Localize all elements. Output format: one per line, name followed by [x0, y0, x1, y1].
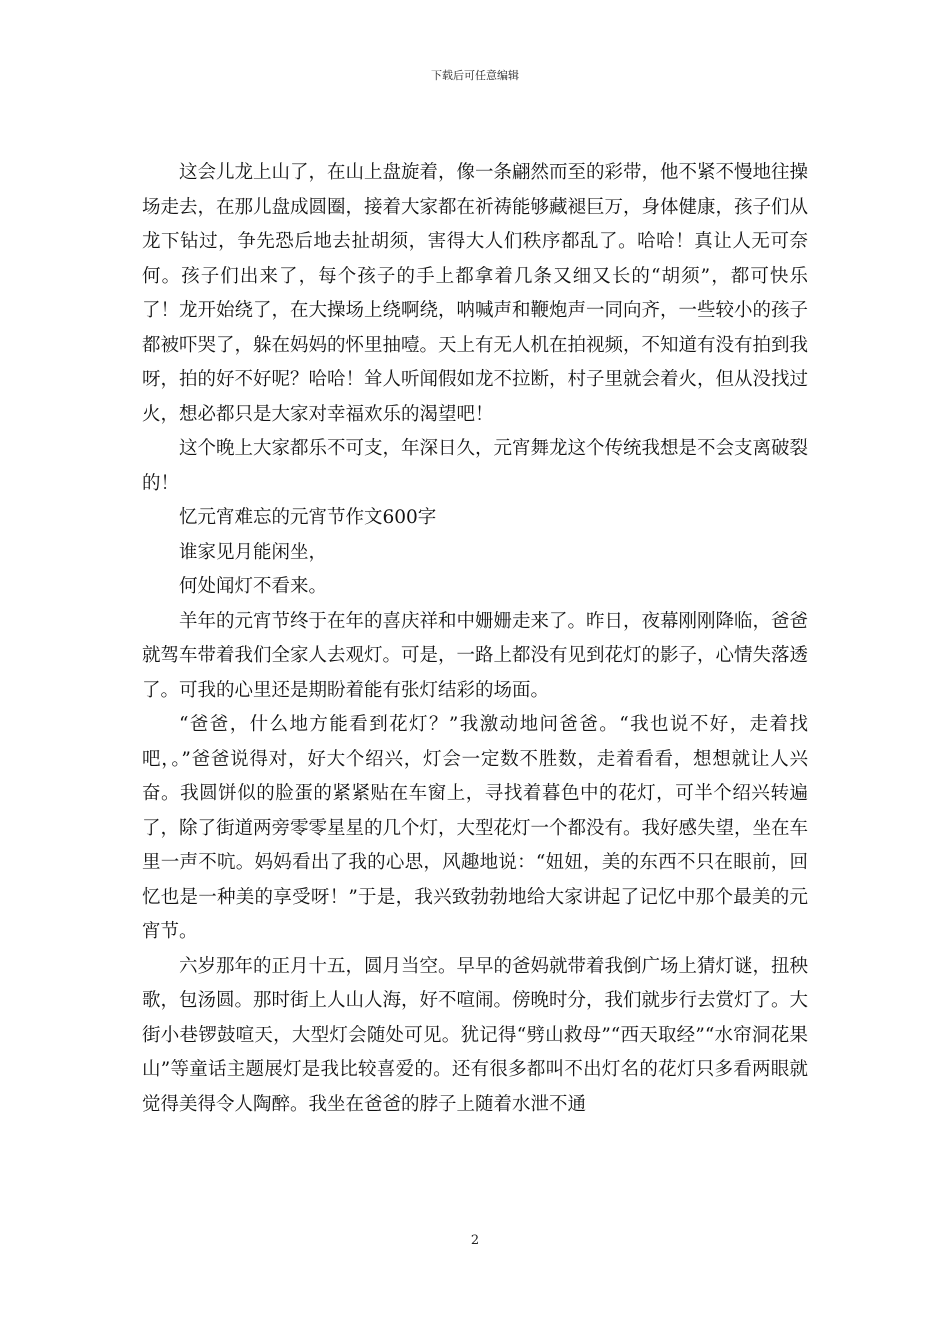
paragraph-evening-joy: 这个晚上大家都乐不可支，年深日久，元宵舞龙这个传统我想是不会支离破裂的！: [142, 438, 809, 494]
document-body: [142, 156, 808, 1122]
page-number: 2: [470, 1233, 480, 1248]
paragraph-dragon-dance: 这会儿龙上山了，在山上盘旋着，像一条翩然而至的彩带，他不紧不慢地往操场走去，在那儿盘成圆圈，接着大家都在祈祷能够藏褪巨万，身体健康，孩子们从龙下钻过，争先恐后地去扯胡须，害得大人们秩序都乱了。哈哈！真让人无可奈何。孩子们出来了，每个孩子的手上都拿着几条又细又长的“胡须”，都可快乐了！龙开始绕了，在大操场上绕啊绕，呐喊声和鞭炮声一同向齐，一些较小的孩子都被吓哭了，躲在妈妈的怀里抽噎。天上有无人机在拍视频，不知道有没有拍到我呀，拍的好不好呢？哈哈！耸人听闻假如龙不拉断，村子里就会着火，但从没找过火，想必都只是大家对幸福欢乐的渴望吧！: [142, 162, 809, 425]
poem-line-1: 谁家见月能闲坐，: [179, 541, 328, 563]
paragraph-memory: 六岁那年的正月十五，圆月当空。早早的爸妈就带着我倒广场上猜灯谜，扭秧歌，包汤圆。那时街上人山人海，好不喧闹。傍晚时分，我们就步行去赏灯了。大街小巷锣鼓喧天，大型灯会随处可见。犹记得“劈山救母”“西天取经”“水帘洞花果山”等童话主题展灯是我比较喜爱的。还有很多都叫不出灯名的花灯只多看两眼就觉得美得令人陶醉。我坐在爸爸的脖子上随着水泄不通: [142, 955, 809, 1115]
page-header: 下载后可任意编辑: [431, 69, 519, 82]
paragraph-lantern-outing: 羊年的元宵节终于在年的喜庆祥和中姗姗走来了。昨日，夜幕刚刚降临，爸爸就驾车带着我们全家人去观灯。可是，一路上都没有见到花灯的影子，心情失落透了。可我的心里还是期盼着能有张灯结彩的场面。: [142, 610, 809, 701]
paragraph-asking-dad: “爸爸，什么地方能看到花灯？”我激动地问爸爸。“我也说不好，走着找吧，。”爸爸说得对，好大个绍兴，灯会一定数不胜数，走着看看，想想就让人兴奋。我圆饼似的脸蛋的紧紧贴在车窗上，寻找着暮色中的花灯，可半个绍兴转遍了，除了街道两旁零零星星的几个灯，大型花灯一个都没有。我好感失望，坐在车里一声不吭。妈妈看出了我的心思，风趣地说：“妞妞，美的东西不只在眼前，回忆也是一种美的享受呀！”于是，我兴致勃勃地给大家讲起了记忆中那个最美的元宵节。: [142, 714, 809, 942]
essay-title: 忆元宵难忘的元宵节作文600字: [179, 507, 437, 528]
poem-line-2: 何处闻灯不看来。: [179, 576, 328, 597]
